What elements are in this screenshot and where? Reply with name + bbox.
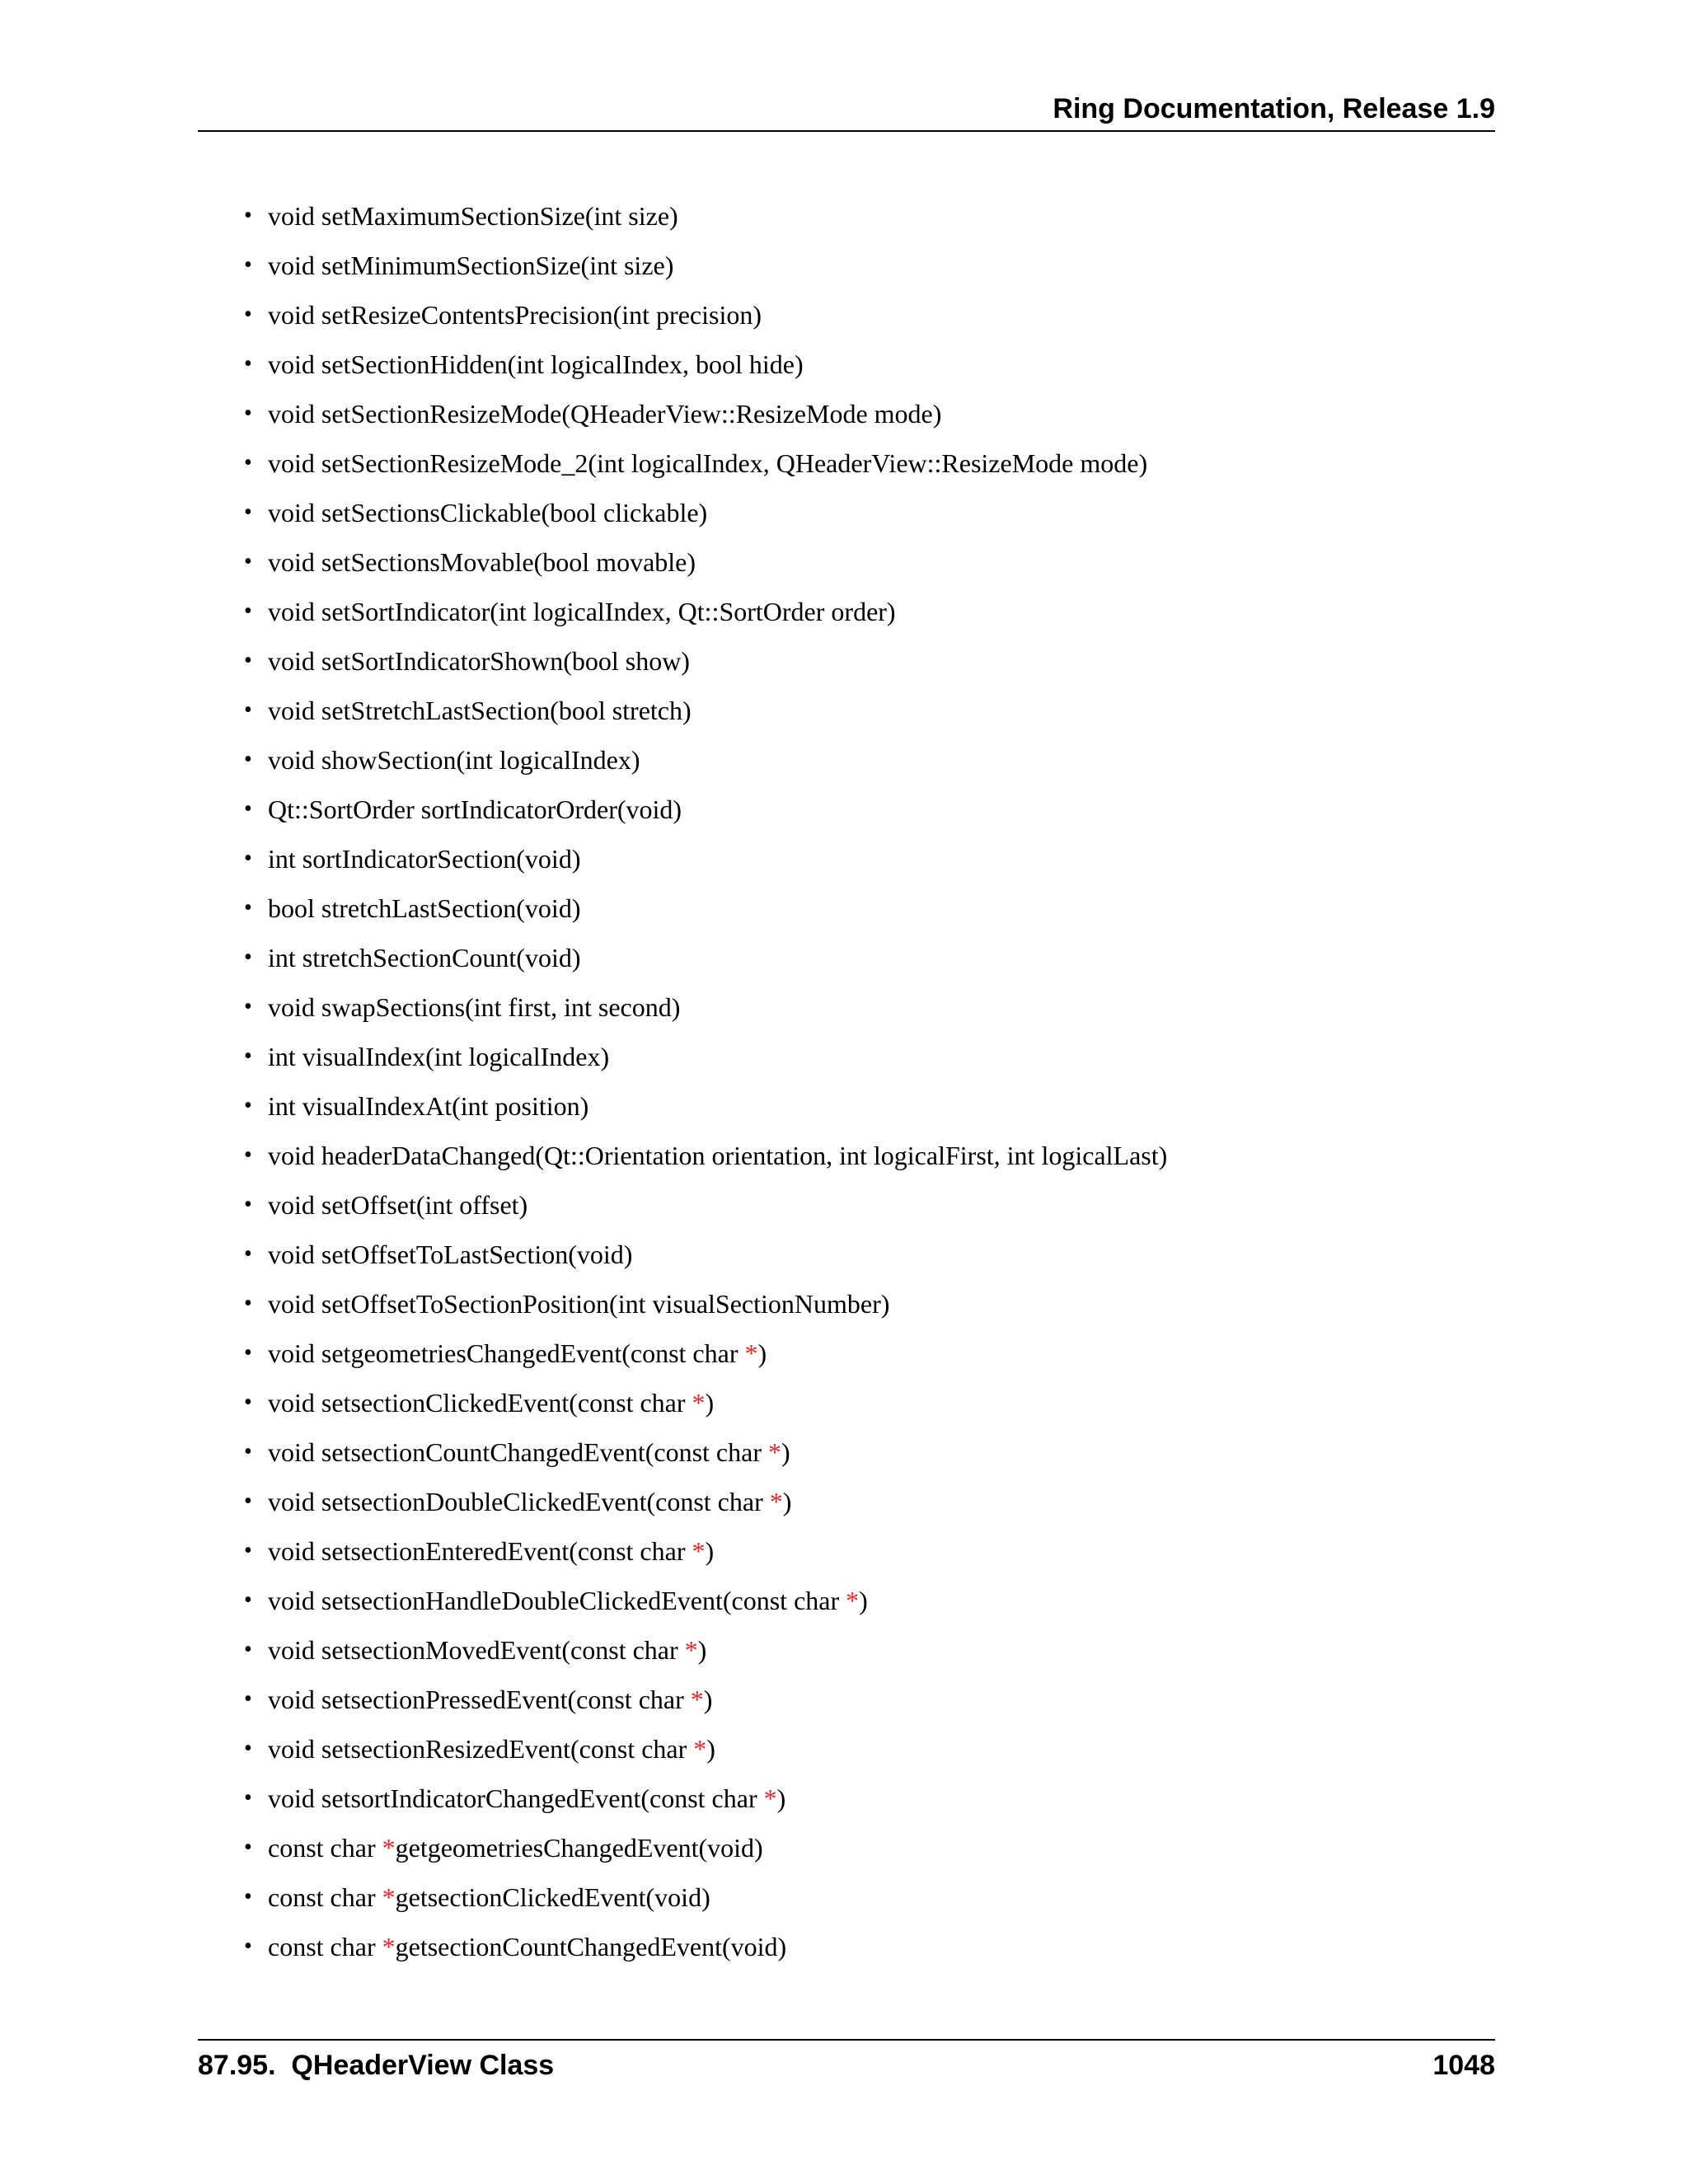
bullet-icon: • xyxy=(244,1538,252,1563)
pointer-star: * xyxy=(744,1338,758,1368)
signature-part: void setsectionPressedEvent(const char xyxy=(268,1685,691,1714)
pointer-star: * xyxy=(382,1833,396,1863)
list-item xyxy=(246,883,1482,933)
method-signature: void setOffset(int offset) xyxy=(268,1190,528,1220)
method-signature: void setSectionResizeMode(QHeaderView::ResizeMode mode) xyxy=(268,399,942,429)
bullet-icon: • xyxy=(244,1390,252,1415)
method-signature xyxy=(268,1774,785,1823)
bullet-icon: • xyxy=(244,1192,252,1217)
method-signature xyxy=(268,1724,715,1774)
bullet-icon: • xyxy=(244,1488,252,1514)
list-item xyxy=(246,537,1482,587)
signature-part: ) xyxy=(705,1536,715,1566)
method-signature: void setSectionsMovable(bool movable) xyxy=(268,547,696,577)
pointer-star: * xyxy=(692,1536,706,1566)
list-item xyxy=(246,1823,1482,1872)
list-item xyxy=(246,686,1482,735)
pointer-star: * xyxy=(382,1882,396,1912)
bullet-icon: • xyxy=(244,302,252,327)
list-item xyxy=(246,290,1482,340)
method-signature: void setSortIndicatorShown(bool show) xyxy=(268,646,690,676)
signature-part: getsectionClickedEvent(void) xyxy=(395,1882,710,1912)
method-signature: void setStretchLastSection(bool stretch) xyxy=(268,696,692,725)
list-item xyxy=(246,1180,1482,1230)
signature-part: void setsectionEnteredEvent(const char xyxy=(268,1536,692,1566)
method-list xyxy=(246,191,1482,1971)
method-signature: void setSortIndicator(int logicalIndex, Qt::SortOrder order) xyxy=(268,597,896,626)
bullet-icon: • xyxy=(244,1291,252,1316)
bullet-icon: • xyxy=(244,499,252,525)
list-item xyxy=(246,1081,1482,1131)
list-item xyxy=(246,1131,1482,1180)
method-signature xyxy=(268,1872,710,1922)
signature-part: const char xyxy=(268,1833,382,1863)
signature-part: ) xyxy=(705,1388,715,1418)
method-signature: void setOffsetToLastSection(void) xyxy=(268,1240,633,1269)
list-item xyxy=(246,1032,1482,1081)
list-item xyxy=(246,1526,1482,1576)
bullet-icon: • xyxy=(244,1933,252,1959)
method-signature xyxy=(268,1329,767,1378)
bullet-icon: • xyxy=(244,994,252,1019)
signature-part: ) xyxy=(757,1338,767,1368)
list-item xyxy=(246,1872,1482,1922)
list-item xyxy=(246,1230,1482,1279)
signature-part: ) xyxy=(697,1635,707,1665)
list-item xyxy=(246,785,1482,834)
method-signature xyxy=(268,1625,706,1675)
method-signature xyxy=(268,1477,791,1526)
bullet-icon: • xyxy=(244,1340,252,1366)
signature-part: const char xyxy=(268,1882,382,1912)
method-signature xyxy=(268,1675,712,1724)
list-item xyxy=(246,834,1482,883)
bullet-icon: • xyxy=(244,1241,252,1267)
method-signature: Qt::SortOrder sortIndicatorOrder(void) xyxy=(268,794,682,824)
signature-part: ) xyxy=(781,1437,790,1467)
list-item xyxy=(246,1378,1482,1427)
bullet-icon: • xyxy=(244,697,252,723)
list-item xyxy=(246,1477,1482,1526)
method-signature xyxy=(268,1823,763,1872)
pointer-star: * xyxy=(767,1437,781,1467)
method-signature xyxy=(268,1576,868,1625)
pointer-star: * xyxy=(690,1685,704,1714)
pointer-star: * xyxy=(769,1487,783,1516)
bullet-icon: • xyxy=(244,401,252,426)
bullet-icon: • xyxy=(244,252,252,278)
document-title: Ring Documentation, Release 1.9 xyxy=(1053,93,1495,124)
page-footer xyxy=(198,2039,1495,2081)
bullet-icon: • xyxy=(244,1686,252,1712)
bullet-icon: • xyxy=(244,895,252,921)
list-item xyxy=(246,438,1482,488)
list-item xyxy=(246,1675,1482,1724)
pointer-star: * xyxy=(684,1635,698,1665)
method-signature: int visualIndexAt(int position) xyxy=(268,1091,589,1121)
list-item xyxy=(246,1724,1482,1774)
list-item xyxy=(246,241,1482,290)
signature-part: void setsectionHandleDoubleClickedEvent(const char xyxy=(268,1586,846,1615)
bullet-icon: • xyxy=(244,1093,252,1118)
signature-part: getgeometriesChangedEvent(void) xyxy=(395,1833,763,1863)
bullet-icon: • xyxy=(244,1439,252,1465)
list-item xyxy=(246,636,1482,686)
page-number: 1048 xyxy=(1432,2050,1495,2081)
page-header xyxy=(198,92,1495,132)
list-item xyxy=(246,1279,1482,1329)
bullet-icon: • xyxy=(244,598,252,624)
signature-part: void setsectionResizedEvent(const char xyxy=(268,1734,694,1764)
bullet-icon: • xyxy=(244,549,252,574)
signature-part: void setsectionCountChangedEvent(const char xyxy=(268,1437,768,1467)
method-signature: int stretchSectionCount(void) xyxy=(268,943,581,972)
signature-part: ) xyxy=(776,1783,786,1813)
bullet-icon: • xyxy=(244,796,252,822)
list-item xyxy=(246,1922,1482,1971)
signature-part: void setsectionClickedEvent(const char xyxy=(268,1388,692,1418)
method-signature: void setSectionsClickable(bool clickable) xyxy=(268,498,708,527)
pointer-star: * xyxy=(763,1783,777,1813)
signature-part: ) xyxy=(859,1586,868,1615)
pointer-star: * xyxy=(382,1932,396,1961)
list-item xyxy=(246,982,1482,1032)
list-item xyxy=(246,191,1482,241)
method-signature: int sortIndicatorSection(void) xyxy=(268,844,581,874)
list-item xyxy=(246,1576,1482,1625)
method-signature xyxy=(268,1378,714,1427)
signature-part: ) xyxy=(782,1487,792,1516)
bullet-icon: • xyxy=(244,351,252,377)
list-item xyxy=(246,1774,1482,1823)
bullet-icon: • xyxy=(244,1043,252,1069)
bullet-icon: • xyxy=(244,648,252,673)
signature-part: void setsectionMovedEvent(const char xyxy=(268,1635,685,1665)
signature-part: void setsortIndicatorChangedEvent(const char xyxy=(268,1783,764,1813)
signature-part: void setgeometriesChangedEvent(const char xyxy=(268,1338,745,1368)
bullet-icon: • xyxy=(244,203,252,228)
bullet-icon: • xyxy=(244,846,252,871)
method-signature: void setSectionHidden(int logicalIndex, bool hide) xyxy=(268,349,804,379)
bullet-icon: • xyxy=(244,1142,252,1168)
bullet-icon: • xyxy=(244,1785,252,1811)
bullet-icon: • xyxy=(244,1637,252,1662)
bullet-icon: • xyxy=(244,1736,252,1761)
list-item xyxy=(246,389,1482,438)
method-signature xyxy=(268,1427,790,1477)
method-signature xyxy=(268,1922,786,1971)
signature-part: const char xyxy=(268,1932,382,1961)
list-item xyxy=(246,933,1482,982)
method-signature: void setSectionResizeMode_2(int logicalIndex, QHeaderView::ResizeMode mode) xyxy=(268,448,1148,478)
method-signature: void setMinimumSectionSize(int size) xyxy=(268,251,674,280)
list-item xyxy=(246,1625,1482,1675)
bullet-icon: • xyxy=(244,450,252,476)
list-item xyxy=(246,735,1482,785)
list-item xyxy=(246,1329,1482,1378)
pointer-star: * xyxy=(693,1734,707,1764)
list-item xyxy=(246,340,1482,389)
method-signature: void showSection(int logicalIndex) xyxy=(268,745,640,775)
signature-part: ) xyxy=(706,1734,715,1764)
signature-part: void setsectionDoubleClickedEvent(const char xyxy=(268,1487,770,1516)
method-signature: void setOffsetToSectionPosition(int visualSectionNumber) xyxy=(268,1289,890,1319)
bullet-icon: • xyxy=(244,747,252,772)
method-signature: void setMaximumSectionSize(int size) xyxy=(268,201,678,231)
method-signature xyxy=(268,1526,714,1576)
list-item xyxy=(246,488,1482,537)
bullet-icon: • xyxy=(244,1884,252,1910)
bullet-icon: • xyxy=(244,1587,252,1613)
bullet-icon: • xyxy=(244,1835,252,1860)
list-item xyxy=(246,587,1482,636)
pointer-star: * xyxy=(692,1388,706,1418)
signature-part: ) xyxy=(703,1685,713,1714)
list-item xyxy=(246,1427,1482,1477)
method-signature: void setResizeContentsPrecision(int precision) xyxy=(268,300,762,330)
method-signature: void headerDataChanged(Qt::Orientation orientation, int logicalFirst, int logicalLast) xyxy=(268,1141,1168,1170)
bullet-icon: • xyxy=(244,944,252,970)
method-signature: bool stretchLastSection(void) xyxy=(268,893,581,923)
pointer-star: * xyxy=(846,1586,860,1615)
method-signature: void swapSections(int first, int second) xyxy=(268,992,681,1022)
method-signature: int visualIndex(int logicalIndex) xyxy=(268,1042,610,1071)
signature-part: getsectionCountChangedEvent(void) xyxy=(395,1932,787,1961)
section-title: 87.95. QHeaderView Class xyxy=(198,2050,555,2081)
